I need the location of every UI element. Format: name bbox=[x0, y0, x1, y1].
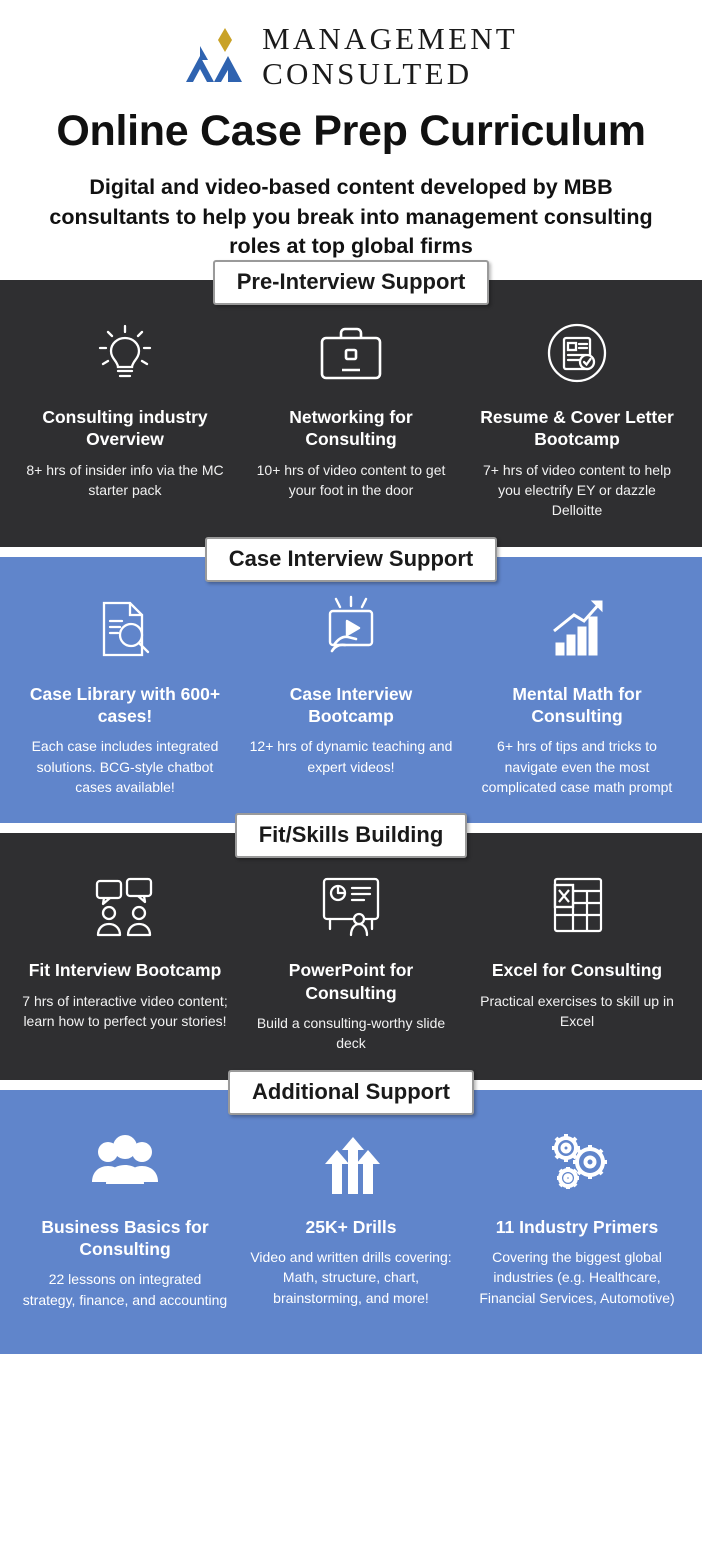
gears-icon bbox=[474, 1124, 680, 1202]
card-title: Case Interview Bootcamp bbox=[289, 683, 413, 726]
logo-line-2: CONSULTED bbox=[262, 55, 473, 91]
card-fit-interview-bootcamp bbox=[14, 867, 236, 1053]
video-play-hand-icon bbox=[248, 591, 454, 669]
people-group-icon bbox=[22, 1124, 228, 1202]
section-label-additional-support: Additional Support bbox=[228, 1070, 474, 1115]
resume-check-icon bbox=[474, 314, 680, 392]
card-row-2 bbox=[0, 557, 702, 824]
logo bbox=[20, 22, 682, 91]
card-description: Video and written drills covering: Math, structure, chart, brainstorming, and more! bbox=[250, 1248, 452, 1306]
lightbulb-icon bbox=[22, 314, 228, 392]
briefcase-icon bbox=[248, 314, 454, 392]
mc-diamond-chevron-logo-icon bbox=[184, 26, 248, 88]
card-networking-for-consulting bbox=[240, 314, 462, 521]
card-description: 10+ hrs of video content to get your foot in the door bbox=[256, 461, 446, 498]
card-title: Networking for Consulting bbox=[289, 406, 413, 450]
bar-chart-arrow-icon bbox=[474, 591, 680, 669]
document-magnifier-icon bbox=[22, 591, 228, 669]
card-industry-primers bbox=[466, 1124, 688, 1310]
card-title: 25K+ Drills bbox=[305, 1216, 397, 1237]
card-description: 8+ hrs of insider info via the MC starter pack bbox=[26, 461, 224, 498]
interview-chat-people-icon bbox=[22, 867, 228, 945]
card-description: Each case includes integrated solutions. BCG-style chatbot cases available! bbox=[31, 738, 219, 795]
section-label-pre-interview-support: Pre-Interview Support bbox=[213, 260, 490, 305]
card-title: Resume & Cover Letter Bootcamp bbox=[480, 406, 674, 450]
section-pre-interview-support bbox=[0, 280, 702, 547]
card-title: 11 Industry Primers bbox=[495, 1216, 659, 1237]
presentation-slide-icon bbox=[248, 867, 454, 945]
card-title: Excel for Consulting bbox=[491, 960, 663, 981]
card-consulting-industry-overview bbox=[14, 314, 236, 521]
section-label-fit-skills-building: Fit/Skills Building bbox=[235, 813, 468, 858]
section-label-case-interview-support: Case Interview Support bbox=[205, 537, 498, 582]
section-fit-skills-building bbox=[0, 833, 702, 1079]
card-powerpoint-for-consulting bbox=[240, 867, 462, 1053]
card-row-4 bbox=[0, 1090, 702, 1336]
logo-wordmark bbox=[262, 22, 518, 91]
page-title: Online Case Prep Curriculum bbox=[56, 107, 646, 156]
card-row-1 bbox=[0, 280, 702, 547]
card-description: Practical exercises to skill up in Excel bbox=[480, 992, 674, 1029]
card-title: PowerPoint for Consulting bbox=[288, 960, 414, 1003]
spreadsheet-icon bbox=[474, 867, 680, 945]
card-title: Case Library with 600+ cases! bbox=[29, 683, 221, 726]
card-resume-cover-letter-bootcamp bbox=[466, 314, 688, 521]
card-description: 7+ hrs of video content to help you electrify EY or dazzle Delloitte bbox=[483, 461, 671, 519]
card-case-library bbox=[14, 591, 236, 798]
card-description: Build a consulting-worthy slide deck bbox=[256, 1014, 446, 1052]
page-subtitle: Digital and video-based content developed by MBB consultants to help you break into management consulting roles at top global firms bbox=[49, 174, 653, 259]
section-case-interview-support bbox=[0, 557, 702, 824]
header bbox=[0, 0, 702, 262]
card-excel-for-consulting bbox=[466, 867, 688, 1053]
card-title: Consulting industry Overview bbox=[42, 406, 208, 450]
section-additional-support bbox=[0, 1090, 702, 1354]
card-business-basics bbox=[14, 1124, 236, 1310]
card-25k-drills bbox=[240, 1124, 462, 1310]
up-arrows-icon bbox=[248, 1124, 454, 1202]
card-description: 6+ hrs of tips and tricks to navigate even the most complicated case math prompt bbox=[481, 738, 673, 795]
card-description: 12+ hrs of dynamic teaching and expert videos! bbox=[249, 738, 453, 775]
logo-line-1: MANAGEMENT bbox=[262, 21, 518, 56]
card-mental-math bbox=[466, 591, 688, 798]
card-title: Business Basics for Consulting bbox=[41, 1216, 209, 1259]
card-description: 22 lessons on integrated strategy, finance, and accounting bbox=[22, 1271, 228, 1308]
card-description: Covering the biggest global industries (e.g. Healthcare, Financial Services, Automotive) bbox=[479, 1248, 675, 1306]
card-row-3 bbox=[0, 833, 702, 1079]
card-title: Mental Math for Consulting bbox=[512, 683, 642, 726]
card-description: 7 hrs of interactive video content; learn how to perfect your stories! bbox=[22, 992, 228, 1029]
card-title: Fit Interview Bootcamp bbox=[28, 960, 222, 981]
card-case-interview-bootcamp bbox=[240, 591, 462, 798]
